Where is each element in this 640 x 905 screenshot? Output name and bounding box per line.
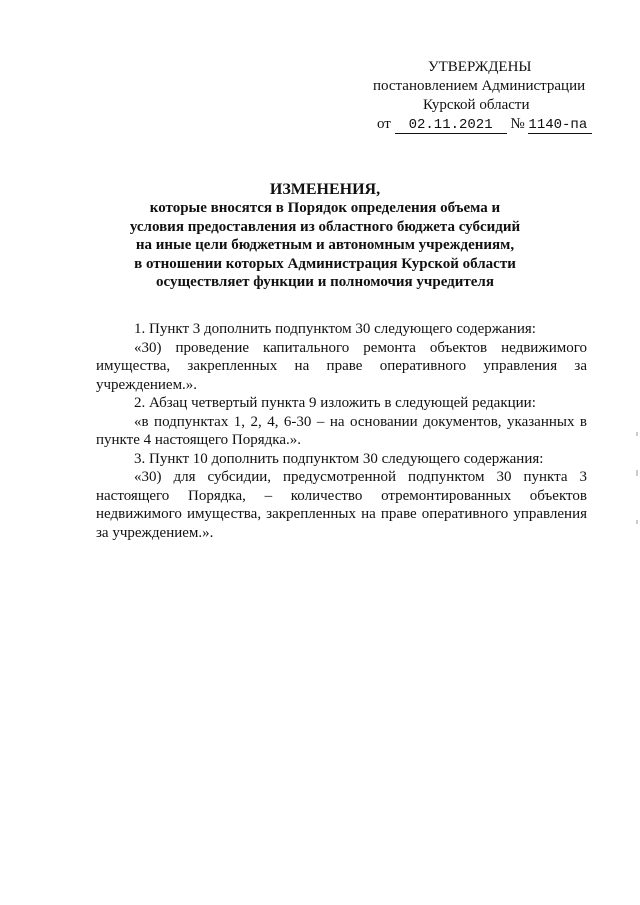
heading-line: условия предоставления из областного бюджета субсидий (129, 218, 521, 235)
paragraph-quote-2: «в подпунктах 1, 2, 4, 6-30 – на основании документов, указанных в пункте 4 настоящего Порядка.». (96, 413, 587, 448)
document-body (96, 320, 587, 542)
heading-line: на иные цели бюджетным и автономным учреждениям, (135, 237, 515, 254)
approval-title: УТВЕРЖДЕНЫ (428, 59, 532, 75)
number-label: № (510, 116, 525, 132)
approval-date-number (360, 115, 610, 134)
approval-number: 1140-па (528, 118, 592, 134)
paragraph-quote-1: «30) проведение капитального ремонта объектов недвижимого имущества, закрепленных на праве оперативного управления за учреждением.». (96, 339, 587, 393)
approval-date: 02.11.2021 (395, 118, 507, 134)
approval-stamp (360, 58, 610, 134)
from-label: от (377, 116, 391, 132)
approval-region: Курской области (423, 97, 530, 113)
paragraph-item-1: 1. Пункт 3 дополнить подпунктом 30 следующего содержания: (134, 321, 536, 337)
paragraph-quote-3: «30) для субсидии, предусмотренной подпунктом 30 пункта 3 настоящего Порядка, – количество отремонтированных объектов недвижимого имущества, закрепленных на праве оперативного управления за учреждением.». (96, 469, 587, 541)
scan-artifact (636, 432, 638, 436)
paragraph-item-3: 3. Пункт 10 дополнить подпунктом 30 следующего содержания: (134, 450, 544, 467)
heading-title: ИЗМЕНЕНИЯ, (269, 181, 381, 198)
heading-line: осуществляет функции и полномочия учредителя (156, 274, 494, 291)
scan-artifact (636, 520, 638, 524)
paragraph-item-2: 2. Абзац четвертый пункта 9 изложить в следующей редакции: (134, 395, 536, 411)
approval-authority: постановлением Администрации (373, 78, 586, 94)
heading-line: которые вносятся в Порядок определения объема и (149, 200, 501, 217)
scan-artifact (636, 470, 638, 476)
document-heading (110, 181, 540, 291)
heading-line: в отношении которых Администрация Курской области (134, 255, 516, 272)
